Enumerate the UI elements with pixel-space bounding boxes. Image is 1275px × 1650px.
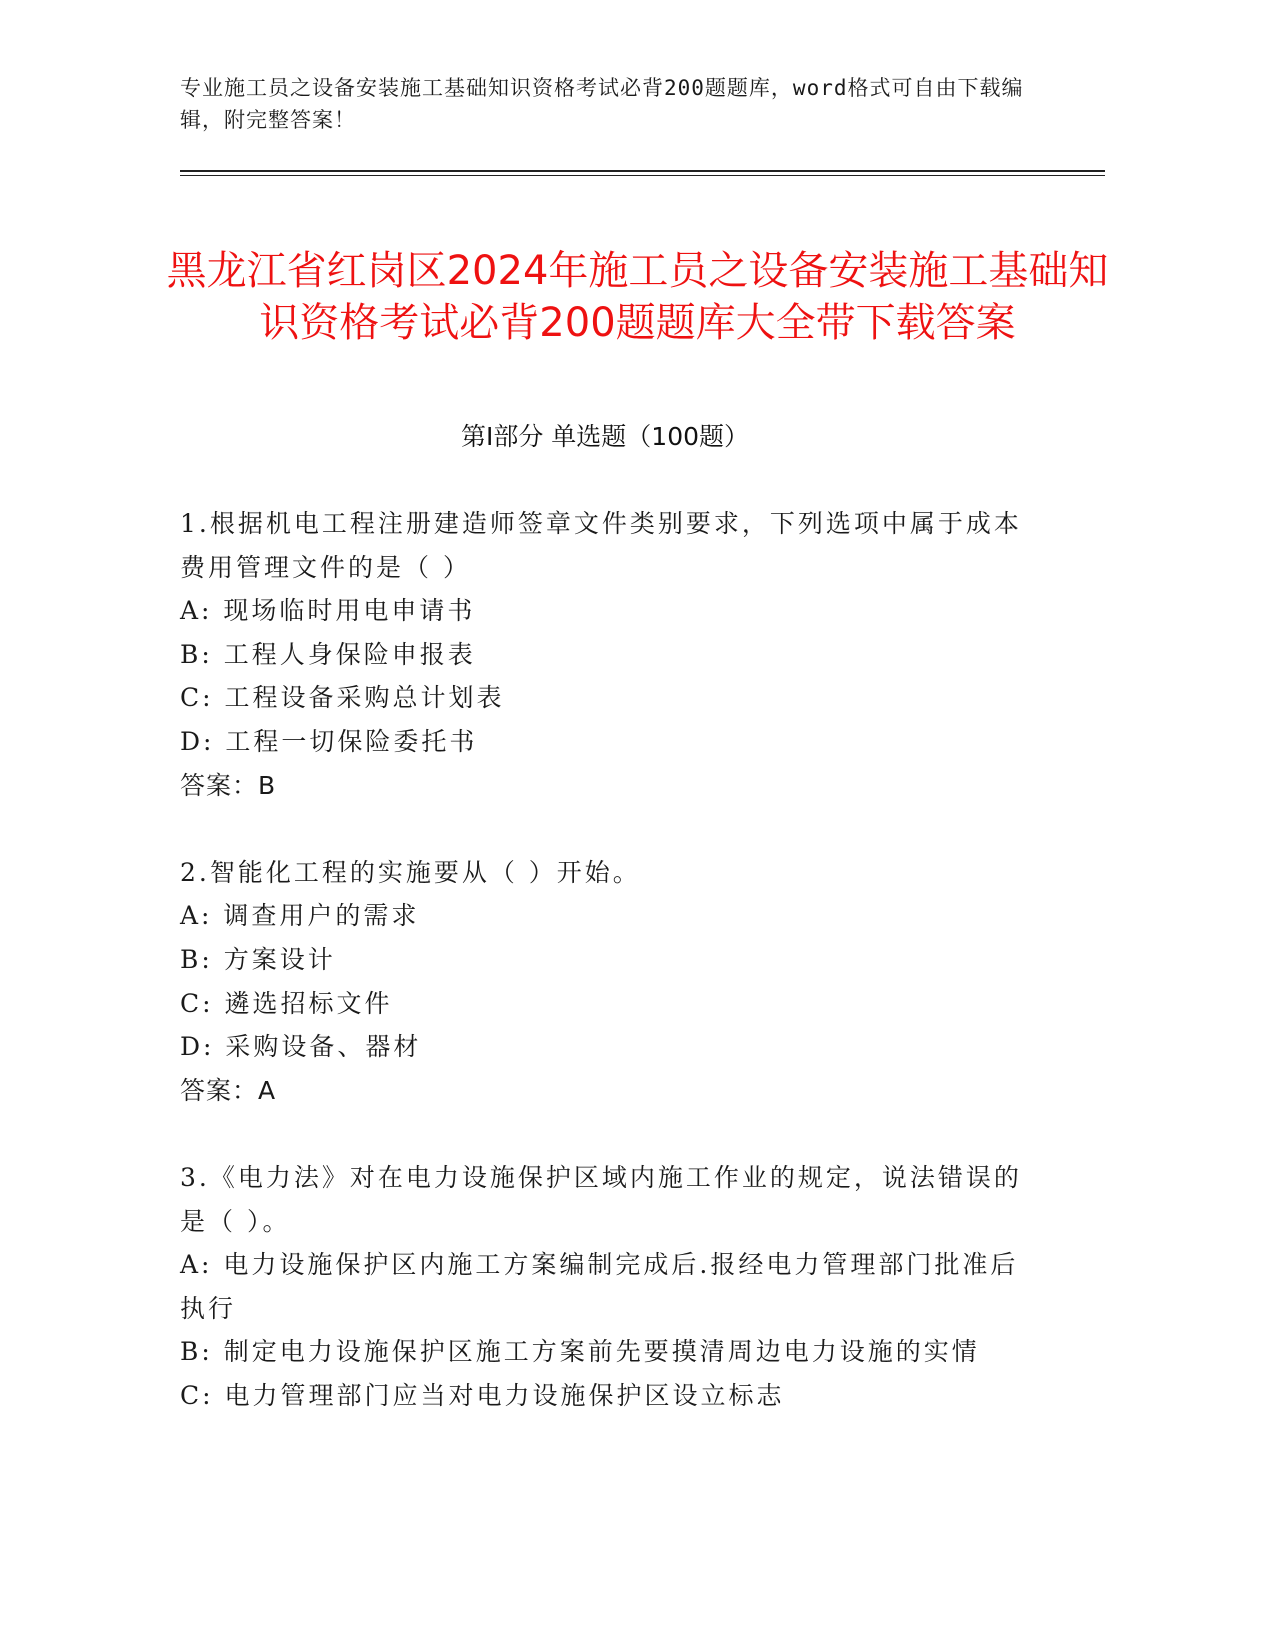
question-list	[180, 502, 1030, 1461]
section-heading: 第Ⅰ部分 单选题（100题）	[460, 422, 750, 451]
question-3	[180, 1156, 1030, 1418]
header-rule-thin	[180, 175, 1105, 176]
question-2	[180, 851, 1030, 1113]
option-b: B: 方案设计	[180, 944, 336, 974]
question-1	[180, 502, 1030, 807]
answer: 答案：B	[180, 770, 277, 800]
option-d: D: 工程一切保险委托书	[180, 726, 478, 756]
option-c: C: 电力管理部门应当对电力设施保护区设立标志	[180, 1380, 785, 1410]
option-c: C: 遴选招标文件	[180, 988, 393, 1018]
option-a: A: 现场临时用电申请书	[180, 596, 476, 626]
header-rule-thick	[180, 170, 1105, 172]
option-a: A: 调查用户的需求	[180, 901, 420, 931]
answer: 答案：A	[180, 1075, 277, 1105]
question-stem: 2.智能化工程的实施要从（ ）开始。	[180, 857, 641, 887]
header-note: 专业施工员之设备安装施工基础知识资格考试必背200题题库，word格式可自由下载编辑，附完整答案！	[180, 76, 1024, 132]
option-b: B: 制定电力设施保护区施工方案前先要摸清周边电力设施的实情	[180, 1337, 980, 1367]
option-b: B: 工程人身保险申报表	[180, 639, 476, 669]
option-a: A: 电力设施保护区内施工方案编制完成后.报经电力管理部门批准后执行	[180, 1250, 1019, 1323]
question-stem: 1.根据机电工程注册建造师签章文件类别要求，下列选项中属于成本费用管理文件的是（ ）	[180, 509, 1022, 582]
question-stem: 3.《电力法》对在电力设施保护区域内施工作业的规定，说法错误的是（ ）。	[180, 1162, 1022, 1236]
option-d: D: 采购设备、器材	[180, 1032, 422, 1062]
option-c: C: 工程设备采购总计划表	[180, 683, 505, 713]
document-title: 黑龙江省红岗区2024年施工员之设备安装施工基础知识资格考试必背200题题库大全带下载答案	[166, 247, 1109, 346]
